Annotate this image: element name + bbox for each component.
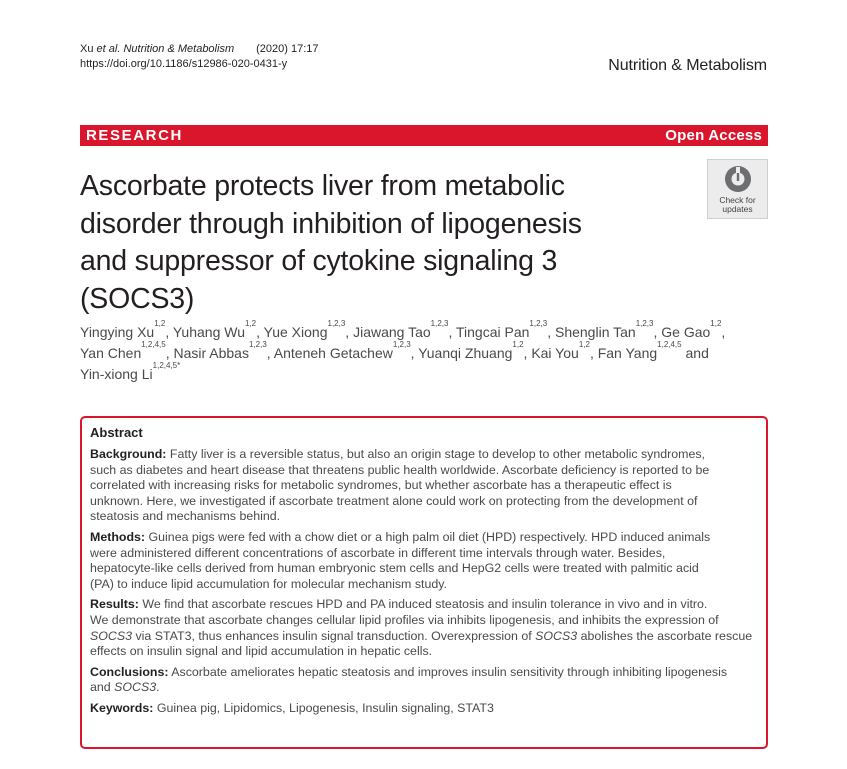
author-affiliation: 1,2,3 [635, 319, 654, 328]
author-name: Kai You [531, 345, 579, 361]
journal-name: Nutrition & Metabolism [608, 57, 767, 74]
article-type-label: RESEARCH [86, 127, 183, 144]
article-title [80, 168, 680, 318]
check-for-updates-icon [723, 164, 753, 194]
badge-label-line1: Check for [719, 195, 756, 205]
author-name: Anteneh Getachew [273, 345, 393, 361]
authors-and: and [685, 345, 709, 361]
abstract-methods [90, 530, 758, 592]
author-affiliation: 1,2 [512, 340, 524, 349]
abstract-line [90, 530, 758, 546]
author-name: Yuhang Wu [172, 324, 245, 340]
check-for-updates-badge[interactable] [707, 159, 768, 219]
citation-journal: Nutrition & Metabolism [123, 43, 235, 55]
abstract-line [90, 665, 758, 681]
title-line: (SOCS3) [80, 282, 195, 315]
badge-label-line2: updates [722, 204, 753, 214]
author-name: Shenglin Tan [554, 324, 636, 340]
author-name: Yuanqi Zhuang [418, 345, 513, 361]
results-text: via STAT3, thus enhances insulin signal transduction. Overexpression of [132, 628, 536, 643]
author-name: Ge Gao [661, 324, 711, 340]
methods-text: Guinea pigs were fed with a chow diet or a high palm oil diet (HPD) respectively. HPD induced animals [148, 529, 711, 544]
methods-text: hepatocyte-like cells derived from human embryonic stem cells and HepG2 cells were treated with palmitic acid [90, 561, 699, 576]
conclusions-text: and [90, 680, 115, 695]
citation-authors: Xu [80, 43, 94, 55]
author-name: Fan Yang [597, 345, 658, 361]
results-text: effects on insulin signal and lipid accumulation in hepatic cells. [90, 644, 433, 659]
citation-year: (2020) 17:17 [256, 43, 319, 55]
results-label: Results: [90, 597, 139, 612]
background-text: steatosis and mechanisms behind. [90, 509, 281, 524]
conclusions-label: Conclusions: [90, 664, 169, 679]
gene-name: SOCS3 [535, 628, 578, 643]
methods-label: Methods: [90, 529, 146, 544]
author-line: Yan Chen$^{1,2,4,5}$, Nasir Abbas$^{1,2,3}$, Anteneh Getachew$^{1,2,3}$, Yuanqi Zhuang$^{1,2}$, Kai You$^{1,2}$, Fan Yang$^{1,2,4,5}$ and [80, 340, 709, 361]
author-affiliation: 1,2 [710, 319, 722, 328]
author-name: Tingcai Pan [455, 324, 530, 340]
abstract-heading: Abstract [90, 425, 143, 440]
author-affiliation: 1,2 [154, 319, 166, 328]
background-label: Background: [90, 447, 167, 461]
results-text: We find that ascorbate rescues HPD and PA induced steatosis and insulin tolerance in vivo and in vitro. [142, 597, 708, 612]
author-affiliation: 1,2,3 [248, 340, 267, 349]
background-text: unknown. Here, we investigated if ascorbate treatment alone could work on protecting from the development of [90, 493, 698, 508]
author-name: Yan Chen [80, 345, 142, 361]
abstract-keywords [90, 701, 758, 717]
background-text: such as diabetes and heart disease that threatens public health worldwide. Ascorbate deficiency is reported to be [90, 462, 710, 477]
author-name: Yingying Xu [80, 324, 155, 340]
results-text: abolishes the ascorbate rescue [577, 628, 753, 643]
author-affiliation: 1,2,3 [327, 319, 346, 328]
author-affiliation: 1,2 [578, 340, 590, 349]
article-type-banner [80, 125, 768, 146]
abstract-background [90, 447, 758, 525]
author-affiliation: 1,2,4,5* [152, 361, 181, 370]
citation-header [80, 42, 319, 72]
title-line: disorder through inhibition of lipogenesis [80, 207, 582, 240]
citation-line [80, 42, 319, 57]
background-text: correlated with increasing risks for metabolic syndromes, but whether ascorbate has a therapeutic effect is [90, 478, 672, 493]
conclusions-text: Ascorbate ameliorates hepatic steatosis and improves insulin sensitivity through inhibiting lipogenesis [171, 664, 728, 679]
author-name: Yin-xiong Li [80, 366, 153, 382]
open-access-label: Open Access [665, 127, 762, 144]
doi-link[interactable]: https://doi.org/10.1186/s12986-020-0431-y [80, 58, 288, 70]
citation-etal: et al. [96, 43, 121, 55]
gene-name: SOCS3 [114, 680, 157, 695]
author-name: Yue Xiong [263, 324, 328, 340]
results-text: We demonstrate that ascorbate changes cellular lipid profiles via inhibits lipogenesis, and inhibits the expression of [90, 612, 719, 627]
gene-name: SOCS3 [90, 628, 133, 643]
keywords-label: Keywords: [90, 700, 154, 715]
author-affiliation: 1,2,3 [392, 340, 411, 349]
abstract-line [90, 680, 758, 696]
conclusions-text: . [156, 680, 160, 695]
author-name: Jiawang Tao [353, 324, 431, 340]
author-name: Nasir Abbas [173, 345, 249, 361]
abstract-conclusions [90, 665, 758, 696]
author-line [80, 361, 768, 385]
abstract-line [90, 447, 758, 463]
abstract-results [90, 597, 758, 659]
keywords-text: Guinea pig, Lipidomics, Lipogenesis, Insulin signaling, STAT3 [156, 700, 494, 715]
abstract-box [80, 416, 768, 749]
author-affiliation: 1,2 [245, 319, 257, 328]
author-affiliation: 1,2,3 [430, 319, 449, 328]
abstract-line [90, 629, 758, 645]
author-list [80, 319, 768, 385]
author-affiliation: 1,2,4,5 [141, 340, 166, 349]
title-line: Ascorbate protects liver from metabolic [80, 170, 565, 202]
abstract-line [90, 597, 758, 613]
title-line: and suppressor of cytokine signaling 3 [80, 245, 558, 277]
methods-text: were administered different concentrations of ascorbate in different time intervals through water. Besides, [90, 545, 666, 560]
author-affiliation: 1,2,4,5 [657, 340, 682, 349]
methods-text: (PA) to induce lipid accumulation for molecular mechanism study. [90, 576, 447, 591]
author-line: Yingying Xu$^{1,2}$, Yuhang Wu$^{1,2}$, Yue Xiong$^{1,2,3}$, Jiawang Tao$^{1,2,3}$, Tingcai Pan$^{1,2,3}$, Shenglin Tan$^{1,2,3}$, Ge Gao$^{1,2}$, [80, 319, 726, 340]
abstract-line [90, 701, 758, 717]
background-text: Fatty liver is a reversible status, but also an origin stage to develop to other metabolic syndromes, [169, 447, 706, 461]
author-affiliation: 1,2,3 [529, 319, 548, 328]
